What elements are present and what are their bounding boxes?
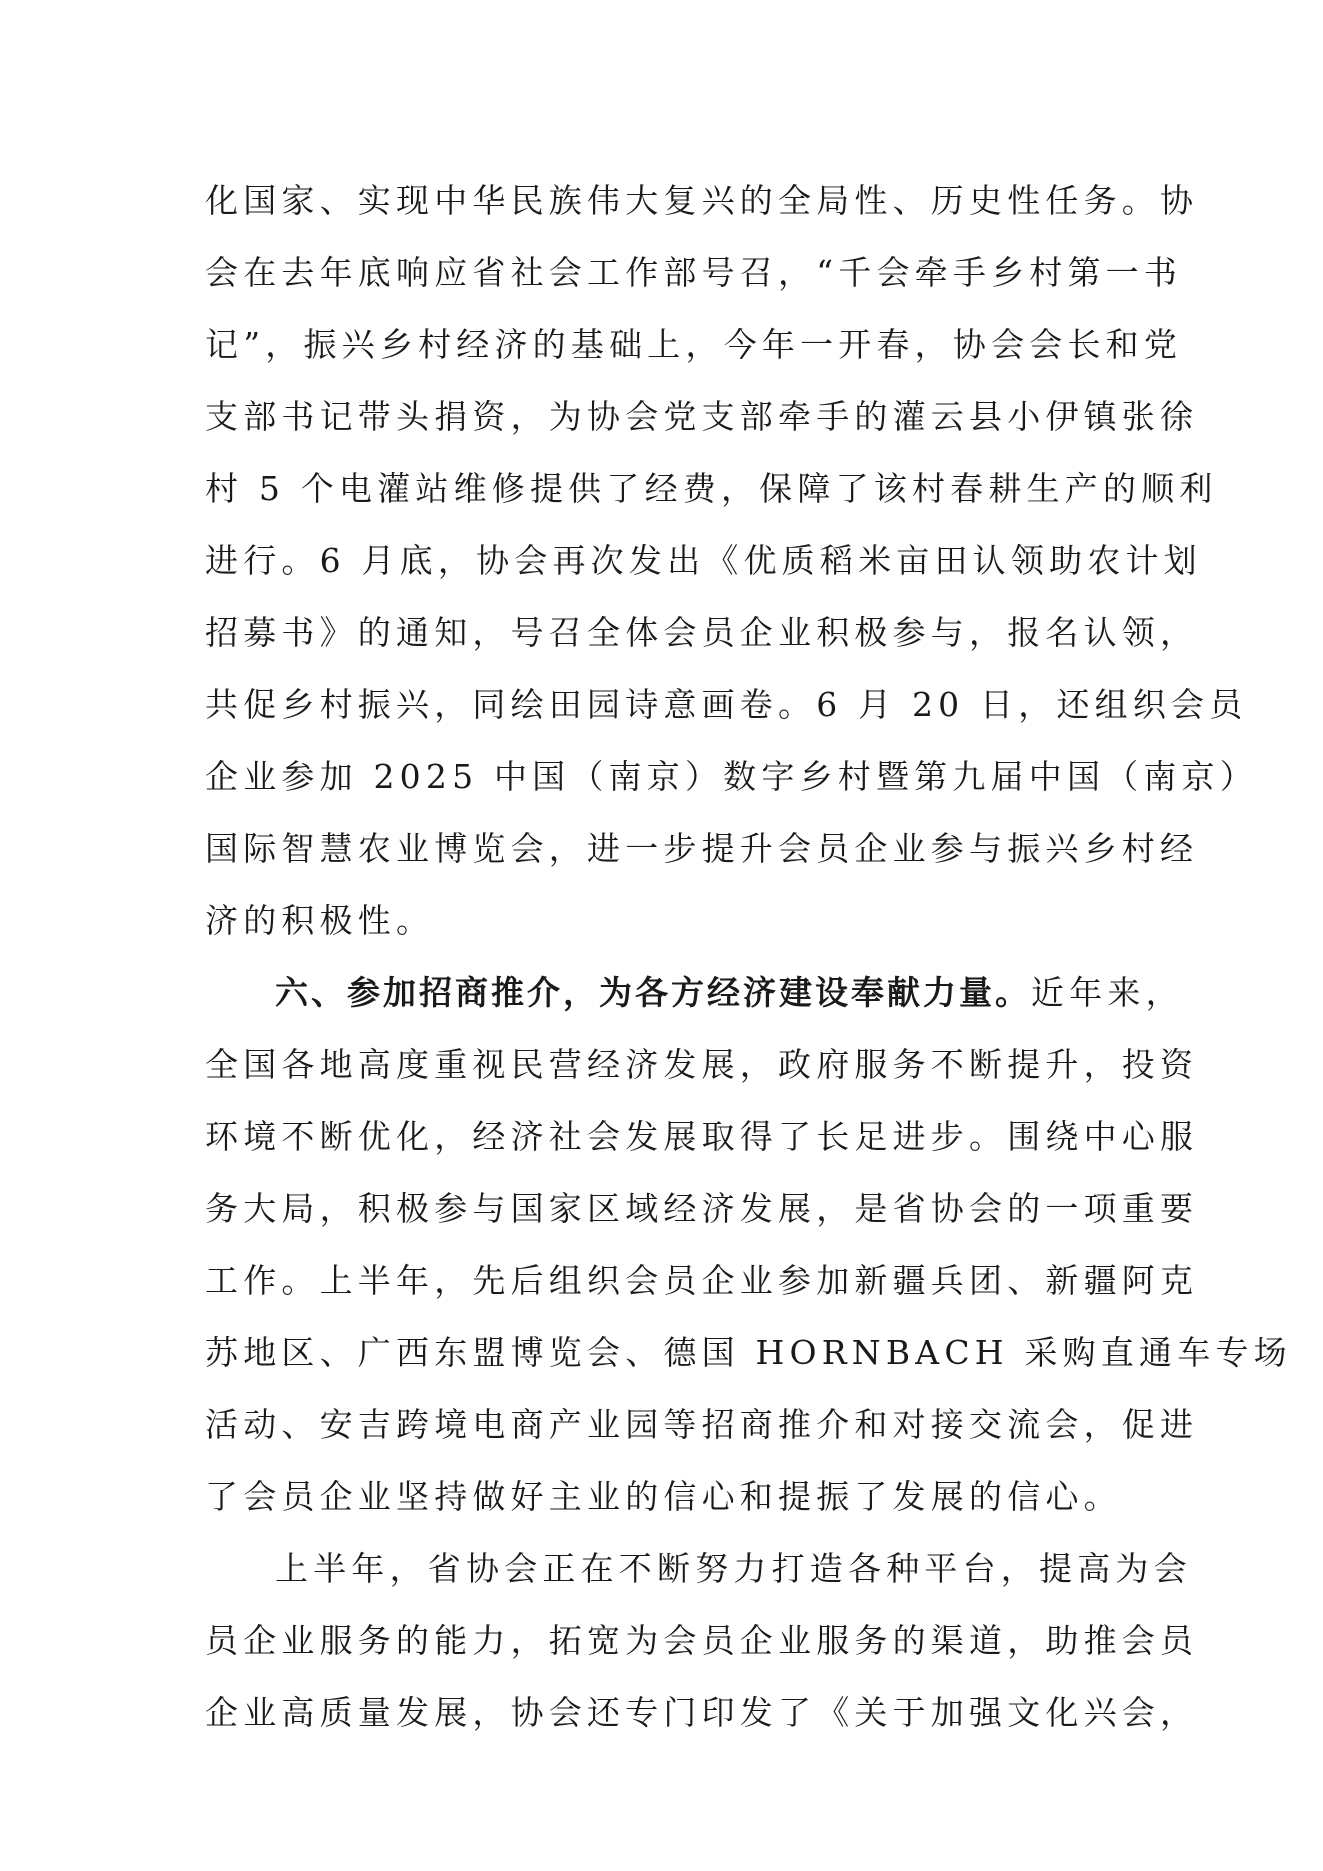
text-line: 济的积极性。 <box>205 901 435 940</box>
text-line: 苏地区、广西东盟博览会、德国 HORNBACH 采购直通车专场 <box>205 1333 1292 1372</box>
section-investment-promotion <box>205 957 1292 1533</box>
section-heading-continuation: 近年来， <box>1031 973 1184 1012</box>
text-line: 上半年，省协会正在不断努力打造各种平台，提高为会 <box>275 1549 1192 1588</box>
text-line: 支部书记带头捐资，为协会党支部牵手的灌云县小伊镇张徐 <box>205 397 1199 436</box>
text-line: 记”，振兴乡村经济的基础上，今年一开春，协会会长和党 <box>205 325 1183 364</box>
text-line: 会在去年底响应省社会工作部号召，“千会牵手乡村第一书 <box>205 253 1183 292</box>
text-line: 工作。上半年，先后组织会员企业参加新疆兵团、新疆阿克 <box>205 1261 1199 1300</box>
document-body <box>205 165 1292 1749</box>
text-line: 务大局，积极参与国家区域经济发展，是省协会的一项重要 <box>205 1189 1199 1228</box>
text-line: 村 5 个电灌站维修提供了经费，保障了该村春耕生产的顺利 <box>205 469 1218 508</box>
text-line: 招募书》的通知，号召全体会员企业积极参与，报名认领， <box>205 613 1199 652</box>
text-line: 了会员企业坚持做好主业的信心和提振了发展的信心。 <box>205 1477 1122 1516</box>
paragraph-platform-building <box>205 1533 1199 1749</box>
section-heading-line <box>205 957 1184 1029</box>
text-line: 员企业服务的能力，拓宽为会员企业服务的渠道，助推会员 <box>205 1621 1199 1660</box>
section-heading: 六、参加招商推介，为各方经济建设奉献力量。 <box>275 973 1031 1012</box>
text-line: 活动、安吉跨境电商产业园等招商推介和对接交流会，促进 <box>205 1405 1199 1444</box>
text-line: 化国家、实现中华民族伟大复兴的全局性、历史性任务。协 <box>205 181 1199 220</box>
text-line: 全国各地高度重视民营经济发展，政府服务不断提升，投资 <box>205 1045 1199 1084</box>
text-line: 进行。6 月底，协会再次发出《优质稻米亩田认领助农计划 <box>205 541 1202 580</box>
paragraph-rural-revitalization <box>205 165 1258 957</box>
text-line: 共促乡村振兴，同绘田园诗意画卷。6 月 20 日，还组织会员 <box>205 685 1248 724</box>
text-line: 企业高质量发展，协会还专门印发了《关于加强文化兴会， <box>205 1693 1199 1732</box>
text-line: 环境不断优化，经济社会发展取得了长足进步。围绕中心服 <box>205 1117 1199 1156</box>
text-line: 企业参加 2025 中国（南京）数字乡村暨第九届中国（南京） <box>205 757 1258 796</box>
text-line: 国际智慧农业博览会，进一步提升会员企业参与振兴乡村经 <box>205 829 1199 868</box>
